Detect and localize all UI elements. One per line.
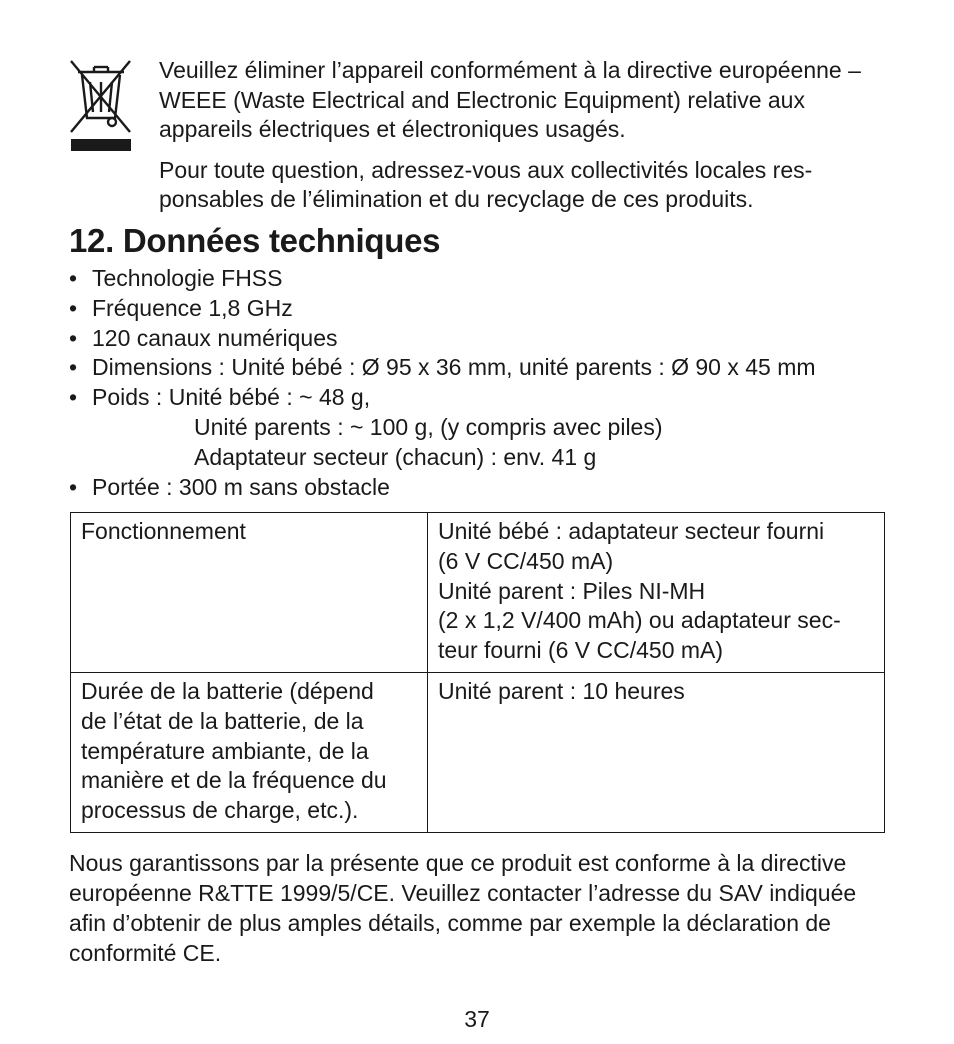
table-row	[71, 513, 885, 673]
weight-line: Poids : Unité bébé : ~ 48 g,	[92, 384, 371, 411]
spec-list	[69, 264, 816, 502]
cell-text: (2 x 1,2 V/400 mAh) ou adaptateur sec-	[438, 607, 841, 634]
bullet: •	[69, 384, 78, 411]
weee-notice	[159, 56, 879, 215]
bullet: •	[69, 473, 78, 500]
weee-icon	[68, 56, 134, 154]
bullet: •	[69, 324, 78, 351]
cell-text: de l’état de la batterie, de la	[81, 707, 364, 734]
spec-text: Technologie FHSS	[92, 265, 283, 291]
cell-text: Unité parent : Piles NI-MH	[438, 577, 706, 604]
cell-text: processus de charge, etc.).	[81, 797, 359, 824]
bullet: •	[69, 354, 78, 381]
spec-item	[69, 473, 816, 503]
weee-paragraph: Veuillez éliminer l’appareil conformément à la directive européenne – WEEE (Waste Electrical and Electronic Equipment) relative aux appareils électriques et électroniques usagés.	[159, 57, 861, 142]
table-cell-label	[71, 672, 428, 832]
contact-paragraph: Pour toute question, adressez-vous aux collectivités locales res-ponsables de l’élimination et du recyclage de ces produits.	[159, 156, 813, 212]
cell-text: Durée de la batterie (dépend	[81, 677, 374, 704]
cell-text: Unité bébé : adaptateur secteur fourni	[438, 518, 825, 544]
spec-item	[69, 294, 816, 324]
table-cell-value	[428, 672, 885, 832]
cell-text: manière et de la fréquence du	[81, 767, 387, 794]
spec-item-weight	[69, 383, 816, 472]
weight-line: Adaptateur secteur (chacun) : env. 41 g	[194, 443, 597, 470]
spec-text: Fréquence 1,8 GHz	[92, 294, 293, 321]
spec-text: Dimensions : Unité bébé : Ø 95 x 36 mm, unité parents : Ø 90 x 45 mm	[92, 354, 816, 381]
cell-text: Unité parent : 10 heures	[438, 677, 685, 704]
cell-text: température ambiante, de la	[81, 737, 369, 764]
bullet: •	[69, 265, 78, 291]
cell-text: teur fourni (6 V CC/450 mA)	[438, 637, 724, 664]
page-number: 37	[464, 1006, 490, 1032]
bullet: •	[69, 294, 78, 321]
conformity-statement: Nous garantissons par la présente que ce produit est conforme à la directive européenne R&TTE 1999/5/CE. Veuillez contacter l’adresse du SAV indiquée afin d’obtenir de plus amples détails, comme par exemple la déclaration de conformité CE.	[69, 850, 857, 966]
table-cell-value	[428, 513, 885, 673]
section-title: 12. Données techniques	[69, 222, 441, 259]
spec-item	[69, 264, 816, 294]
power-table	[70, 512, 885, 833]
cell-text: Fonctionnement	[81, 518, 246, 544]
table-cell-label	[71, 513, 428, 673]
spec-item	[69, 353, 816, 383]
table-row	[71, 672, 885, 832]
weight-line: Unité parents : ~ 100 g, (y compris avec piles)	[194, 413, 663, 440]
spec-text: Portée : 300 m sans obstacle	[92, 473, 390, 500]
spec-text: 120 canaux numériques	[92, 324, 338, 351]
cell-text: (6 V CC/450 mA)	[438, 547, 614, 574]
spec-item	[69, 324, 816, 354]
